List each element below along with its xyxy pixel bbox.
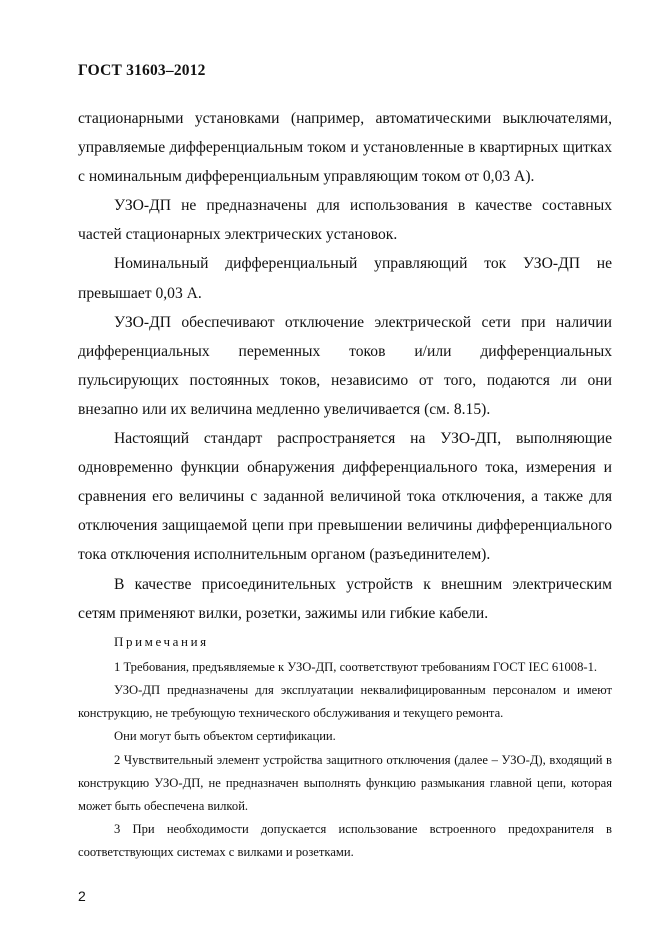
note-item-2: 2 Чувствительный элемент устройства защитного отключения (далее – УЗО-Д), входящий в конструкцию УЗО-ДП, не предназначен выполнять функцию размыкания главной цепи, которая может быть обеспечена вилкой. xyxy=(78,752,612,813)
note-item-3: 3 При необходимости допускается использование встроенного предохранителя в соответствующих системах с вилками и розетками. xyxy=(78,822,612,860)
body-paragraph-6: В качестве присоединительных устройств к внешним электрическим сетям применяют вилки, розетки, зажимы или гибкие кабели. xyxy=(78,575,612,622)
body-paragraph-3: Номинальный дифференциальный управляющий ток УЗО-ДП не превышает 0,03 А. xyxy=(78,255,612,302)
note-item-1: 1 Требования, предъявляемые к УЗО-ДП, соответствуют требованиям ГОСТ IEC 61008-1. xyxy=(114,659,598,674)
body-paragraph-5: Настоящий стандарт распространяется на УЗО-ДП, выполняющие одновременно функции обнаружения дифференциального тока, измерения и сравнения его величины с заданной величиной тока отключения, а также для отключения защищаемой цепи при превышении величины дифференциального тока отключения исполнительным органом (разъединителем). xyxy=(78,430,612,564)
body-paragraph-2: УЗО-ДП не предназначены для использования в качестве составных частей стационарных электрических установок. xyxy=(78,197,612,244)
note-item-1-cont-b: Они могут быть объектом сертификации. xyxy=(114,729,336,744)
page-number: 2 xyxy=(78,888,86,904)
page-body xyxy=(78,104,612,865)
body-paragraph-4: УЗО-ДП обеспечивают отключение электрической сети при наличии дифференциальных переменных токов и/или дифференциальных пульсирующих постоянных токов, независимо от того, подаются ли они внезапно или их величина медленно увеличивается (см. 8.15). xyxy=(78,313,612,418)
body-paragraph-1: стационарными установками (например, автоматическими выключателями, управляемые дифференциальным током и установленные в квартирных щитках с номинальным дифференциальным управляющим током от 0,03 А). xyxy=(78,110,612,186)
note-item-1-cont-a: УЗО-ДП предназначены для эксплуатации неквалифицированным персоналом и имеют конструкцию, не требующую технического обслуживания и текущего ремонта. xyxy=(78,682,612,721)
document-code-header: ГОСТ 31603–2012 xyxy=(78,62,206,79)
notes-title: Примечания xyxy=(114,633,209,649)
